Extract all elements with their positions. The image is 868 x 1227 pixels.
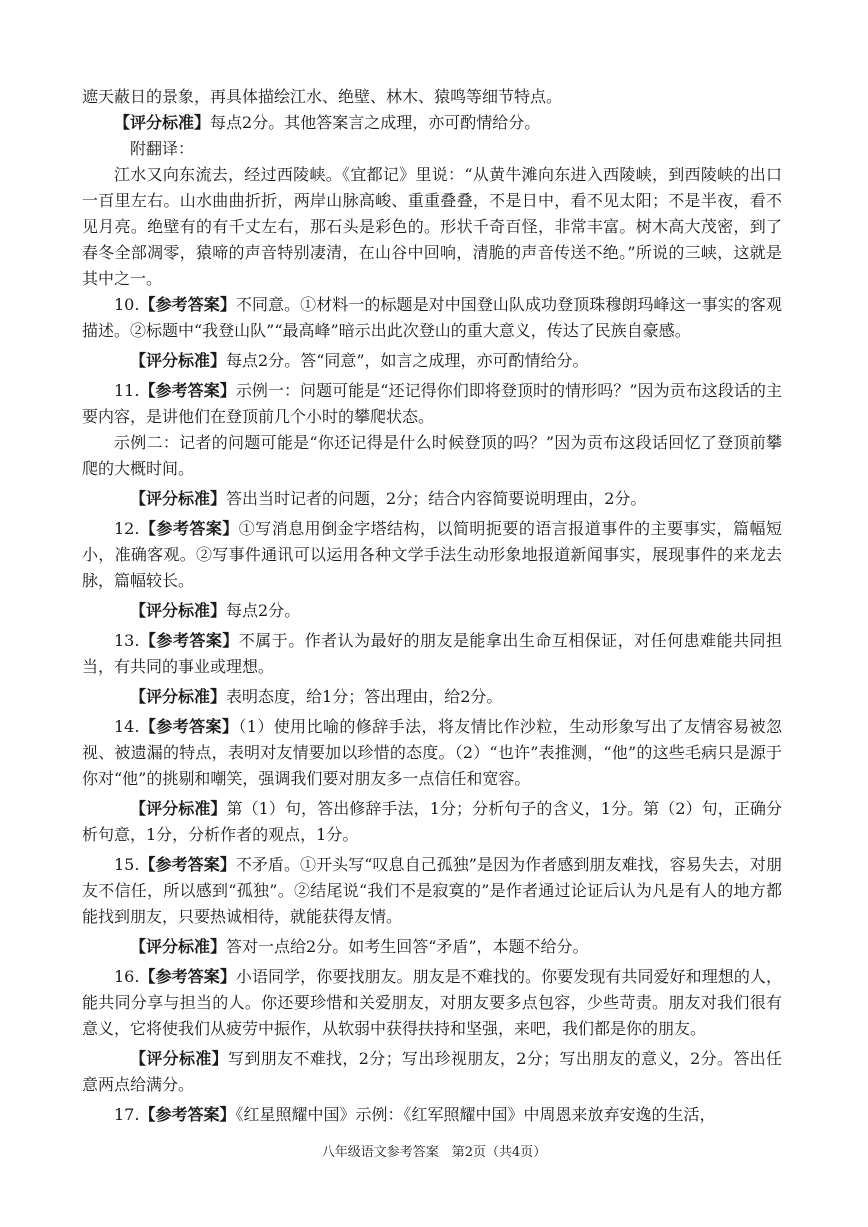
answer-17 bbox=[82, 1102, 782, 1128]
question-number: 12. bbox=[114, 519, 140, 538]
criteria-label: 【评分标准】 bbox=[130, 687, 227, 706]
answer-label: 【参考答案】 bbox=[139, 717, 239, 736]
criteria-13 bbox=[82, 684, 782, 710]
answer-12 bbox=[82, 516, 782, 594]
answer-label: 【参考答案】 bbox=[139, 295, 236, 314]
answer-14 bbox=[82, 714, 782, 792]
answer-text: ①写消息用倒金字塔结构，以简明扼要的语言报道事件的主要事实，篇幅短小，准确客观。②写事件通讯可以运用各种文学手法生动形象地报道新闻事实，展现事件的来龙去脉，篇幅较长。 bbox=[82, 519, 782, 590]
question-number: 17. bbox=[114, 1105, 140, 1124]
criteria-text: 表明态度，给1分；答出理由，给2分。 bbox=[226, 687, 503, 706]
criteria-16 bbox=[82, 1046, 782, 1098]
answer-label: 【参考答案】 bbox=[139, 1105, 236, 1124]
answer-text: 不同意。①材料一的标题是对中国登山队成功登顶珠穆朗玛峰这一事实的客观描述。②标题中“我登山队”“最高峰”暗示出此次登山的重大意义，传达了民族自豪感。 bbox=[82, 295, 782, 340]
answer-11-example-2: 示例二：记者的问题可能是“你还记得是什么时候登顶的吗？”因为贡布这段话回忆了登顶前攀爬的大概时间。 bbox=[82, 433, 782, 478]
question-number: 14. bbox=[114, 717, 140, 736]
page-footer: 八年级语文参考答案 第2页（共4页） bbox=[321, 1145, 547, 1160]
criteria-10 bbox=[82, 348, 782, 374]
criteria-11 bbox=[82, 486, 782, 512]
answer-16 bbox=[82, 964, 782, 1042]
criteria-text: 每点2分。 bbox=[226, 601, 301, 620]
continued-paragraph: 遮天蔽日的景象，再具体描绘江水、绝壁、林木、猿鸣等细节特点。 bbox=[82, 87, 563, 106]
question-number: 10. bbox=[114, 295, 140, 314]
answer-text: （1）使用比喻的修辞手法，将友情比作沙粒，生动形象写出了友情容易被忽视、被遗漏的特点，表明对友情要加以珍惜的态度。（2）“也许”表推测，“他”的这些毛病只是源于你对“他”的挑剔和嘲笑，强调我们要对朋友多一点信任和宽容。 bbox=[82, 717, 782, 788]
criteria-label: 【评分标准】 bbox=[130, 937, 227, 956]
criteria-label: 【评分标准】 bbox=[130, 351, 227, 370]
criteria-9 bbox=[82, 110, 782, 136]
answer-11 bbox=[82, 378, 782, 430]
question-number: 16. bbox=[114, 967, 140, 986]
answer-label: 【参考答案】 bbox=[139, 631, 239, 650]
answer-text: 不属于。作者认为最好的朋友是能拿出生命互相保证，对任何患难能共同担当，有共同的事业或理想。 bbox=[82, 631, 782, 676]
translation-text: 江水又向东流去，经过西陵峡。《宜都记》里说：“从黄牛滩向东进入西陵峡，到西陵峡的出口一百里左右。山水曲曲折折，两岸山脉高峻、重重叠叠，不是日中，看不见太阳；不是半夜，看不见月亮。绝壁有的有千丈左右，那石头是彩色的。形状千奇百怪，非常丰富。树木高大茂密，到了春冬全部凋零，猿啼的声音特别凄清，在山谷中回响，清脆的声音传送不绝。”所说的三峡，这就是其中之一。 bbox=[82, 165, 782, 288]
answer-label: 【参考答案】 bbox=[139, 855, 236, 874]
answer-label: 【参考答案】 bbox=[139, 381, 236, 400]
question-number: 15. bbox=[114, 855, 140, 874]
answer-text: 小语同学，你要找朋友。朋友是不难找的。你要发现有共同爱好和理想的人，能共同分享与担当的人。你还要珍惜和关爱朋友，对朋友要多点包容，少些苛责。朋友对我们很有意义，它将使我们从疲劳中振作，从软弱中获得扶持和坚强，来吧，我们都是你的朋友。 bbox=[82, 967, 782, 1038]
criteria-12 bbox=[82, 598, 782, 624]
criteria-label: 【评分标准】 bbox=[130, 601, 227, 620]
criteria-text: 写到朋友不难找，2分；写出珍视朋友，2分；写出朋友的意义，2分。答出任意两点给满分。 bbox=[82, 1049, 782, 1094]
page-content bbox=[82, 84, 782, 1128]
question-number: 13. bbox=[114, 631, 140, 650]
criteria-text: 答出当时记者的问题，2分；结合内容简要说明理由，2分。 bbox=[226, 489, 647, 508]
criteria-label: 【评分标准】 bbox=[130, 489, 227, 508]
answer-10 bbox=[82, 292, 782, 344]
answer-15 bbox=[82, 852, 782, 930]
criteria-label: 【评分标准】 bbox=[130, 1049, 229, 1068]
answer-13 bbox=[82, 628, 782, 680]
criteria-text: 答对一点给2分。如考生回答“矛盾”，本题不给分。 bbox=[226, 937, 589, 956]
question-number: 11. bbox=[114, 381, 140, 400]
answer-text: 不矛盾。①开头写“叹息自己孤独”是因为作者感到朋友难找，容易失去，对朋友不信任，所以感到“孤独”。②结尾说“我们不是寂寞的”是作者通过论证后认为凡是有人的地方都能找到朋友，只要热诚相待，就能获得友情。 bbox=[82, 855, 782, 926]
criteria-label: 【评分标准】 bbox=[130, 799, 227, 818]
criteria-text: 第（1）句，答出修辞手法，1分；分析句子的含义，1分。第（2）句，正确分析句意，1分，分析作者的观点，1分。 bbox=[82, 799, 782, 844]
criteria-14 bbox=[82, 796, 782, 848]
answer-text: 示例一：问题可能是“还记得你们即将登顶时的情形吗？”因为贡布这段话的主要内容，是讲他们在登顶前几个小时的攀爬状态。 bbox=[82, 381, 782, 426]
answer-text: 《红星照耀中国》示例：《红军照耀中国》中周恩来放弃安逸的生活， bbox=[235, 1105, 716, 1124]
criteria-15 bbox=[82, 934, 782, 960]
criteria-text: 每点2分。其他答案言之成理，亦可酌情给分。 bbox=[210, 113, 541, 132]
translation-heading: 附翻译： bbox=[130, 139, 195, 158]
answer-label: 【参考答案】 bbox=[139, 967, 236, 986]
criteria-label: 【评分标准】 bbox=[114, 113, 211, 132]
answer-label: 【参考答案】 bbox=[139, 519, 239, 538]
criteria-text: 每点2分。答“同意”，如言之成理，亦可酌情给分。 bbox=[226, 351, 589, 370]
